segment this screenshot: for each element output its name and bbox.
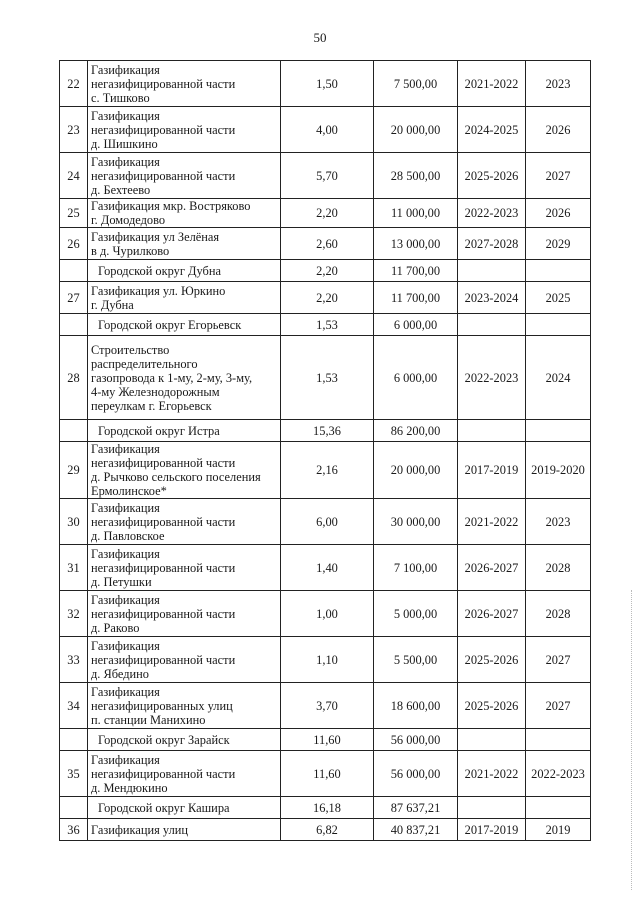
row-length: 1,40 xyxy=(281,545,374,591)
row-number: 26 xyxy=(60,228,88,260)
row-length: 1,00 xyxy=(281,591,374,637)
row-year: 2027 xyxy=(526,153,591,199)
row-number xyxy=(60,314,88,336)
row-length: 1,10 xyxy=(281,637,374,683)
row-number: 22 xyxy=(60,61,88,107)
gasification-table xyxy=(59,60,591,841)
row-name: Газификация ул Зелёная в д. Чурилково xyxy=(88,228,281,260)
row-period: 2021-2022 xyxy=(458,499,526,545)
row-year: 2025 xyxy=(526,282,591,314)
table-row xyxy=(60,336,591,420)
row-length: 5,70 xyxy=(281,153,374,199)
row-cost: 11 700,00 xyxy=(374,282,458,314)
row-length: 2,20 xyxy=(281,199,374,228)
row-year: 2026 xyxy=(526,107,591,153)
row-cost: 5 500,00 xyxy=(374,637,458,683)
table-row xyxy=(60,199,591,228)
row-year: 2024 xyxy=(526,336,591,420)
row-name: Газификация негазифицированной части с. Тишково xyxy=(88,61,281,107)
row-year: 2029 xyxy=(526,228,591,260)
row-length: 6,82 xyxy=(281,819,374,841)
table-row xyxy=(60,591,591,637)
table-row xyxy=(60,751,591,797)
row-period xyxy=(458,797,526,819)
row-period: 2025-2026 xyxy=(458,637,526,683)
row-year: 2023 xyxy=(526,499,591,545)
table-row xyxy=(60,637,591,683)
row-cost: 40 837,21 xyxy=(374,819,458,841)
row-number: 35 xyxy=(60,751,88,797)
row-name: Газификация мкр. Востряково г. Домодедово xyxy=(88,199,281,228)
row-name: Газификация негазифицированной части д. Павловское xyxy=(88,499,281,545)
district-total-row xyxy=(60,729,591,751)
row-cost: 28 500,00 xyxy=(374,153,458,199)
district-total-row xyxy=(60,797,591,819)
row-year: 2026 xyxy=(526,199,591,228)
row-period: 2022-2023 xyxy=(458,199,526,228)
row-cost: 6 000,00 xyxy=(374,314,458,336)
row-number: 34 xyxy=(60,683,88,729)
row-length: 11,60 xyxy=(281,729,374,751)
row-length: 2,20 xyxy=(281,260,374,282)
row-name: Городской округ Егорьевск xyxy=(88,314,281,336)
row-length: 4,00 xyxy=(281,107,374,153)
row-number xyxy=(60,797,88,819)
row-number: 24 xyxy=(60,153,88,199)
row-cost: 11 700,00 xyxy=(374,260,458,282)
row-period: 2021-2022 xyxy=(458,751,526,797)
row-number: 23 xyxy=(60,107,88,153)
table-row xyxy=(60,228,591,260)
row-length: 16,18 xyxy=(281,797,374,819)
row-number: 29 xyxy=(60,442,88,499)
row-name: Газификация негазифицированной части д. Петушки xyxy=(88,545,281,591)
row-cost: 56 000,00 xyxy=(374,729,458,751)
row-name: Газификация негазифицированной части д. Ябедино xyxy=(88,637,281,683)
row-number: 25 xyxy=(60,199,88,228)
row-name: Газификация негазифицированной части д. Шишкино xyxy=(88,107,281,153)
row-year: 2023 xyxy=(526,61,591,107)
row-name: Строительство распределительного газопровода к 1-му, 2-му, 3-му, 4-му Железнодорожным переулкам г. Егорьевск xyxy=(88,336,281,420)
row-length: 2,16 xyxy=(281,442,374,499)
table-row xyxy=(60,153,591,199)
row-period: 2021-2022 xyxy=(458,61,526,107)
row-year: 2028 xyxy=(526,591,591,637)
row-year xyxy=(526,797,591,819)
row-year xyxy=(526,420,591,442)
row-length: 15,36 xyxy=(281,420,374,442)
row-cost: 5 000,00 xyxy=(374,591,458,637)
row-length: 2,20 xyxy=(281,282,374,314)
district-total-row xyxy=(60,420,591,442)
row-number: 30 xyxy=(60,499,88,545)
row-cost: 30 000,00 xyxy=(374,499,458,545)
row-year: 2028 xyxy=(526,545,591,591)
row-number: 32 xyxy=(60,591,88,637)
row-name: Городской округ Кашира xyxy=(88,797,281,819)
table-row xyxy=(60,819,591,841)
table-row xyxy=(60,61,591,107)
row-number xyxy=(60,260,88,282)
table-row xyxy=(60,545,591,591)
row-cost: 86 200,00 xyxy=(374,420,458,442)
row-name: Городской округ Дубна xyxy=(88,260,281,282)
row-year xyxy=(526,729,591,751)
row-name: Газификация негазифицированной части д. Бехтеево xyxy=(88,153,281,199)
row-length: 11,60 xyxy=(281,751,374,797)
row-period: 2017-2019 xyxy=(458,442,526,499)
row-cost: 87 637,21 xyxy=(374,797,458,819)
scan-margin-mark xyxy=(631,590,634,890)
row-name: Газификация негазифицированной части д. Рычково сельского поселения Ермолинское* xyxy=(88,442,281,499)
row-period xyxy=(458,729,526,751)
table-row xyxy=(60,282,591,314)
row-year: 2019 xyxy=(526,819,591,841)
row-period xyxy=(458,420,526,442)
row-year xyxy=(526,260,591,282)
row-length: 1,50 xyxy=(281,61,374,107)
row-name: Городской округ Зарайск xyxy=(88,729,281,751)
row-cost: 20 000,00 xyxy=(374,107,458,153)
row-number: 28 xyxy=(60,336,88,420)
row-period: 2026-2027 xyxy=(458,591,526,637)
row-number: 36 xyxy=(60,819,88,841)
row-name: Газификация негазифицированных улиц п. станции Манихино xyxy=(88,683,281,729)
row-period xyxy=(458,314,526,336)
row-length: 1,53 xyxy=(281,314,374,336)
row-cost: 7 100,00 xyxy=(374,545,458,591)
row-cost: 20 000,00 xyxy=(374,442,458,499)
row-cost: 7 500,00 xyxy=(374,61,458,107)
row-year: 2019-2020 xyxy=(526,442,591,499)
row-number: 27 xyxy=(60,282,88,314)
row-length: 2,60 xyxy=(281,228,374,260)
row-cost: 11 000,00 xyxy=(374,199,458,228)
row-period: 2027-2028 xyxy=(458,228,526,260)
page-number: 50 xyxy=(313,30,327,45)
row-period xyxy=(458,260,526,282)
row-period: 2022-2023 xyxy=(458,336,526,420)
row-number: 31 xyxy=(60,545,88,591)
row-length: 6,00 xyxy=(281,499,374,545)
row-cost: 13 000,00 xyxy=(374,228,458,260)
table-row xyxy=(60,683,591,729)
row-number: 33 xyxy=(60,637,88,683)
row-year: 2027 xyxy=(526,637,591,683)
row-period: 2025-2026 xyxy=(458,683,526,729)
row-period: 2025-2026 xyxy=(458,153,526,199)
table-row xyxy=(60,442,591,499)
row-period: 2026-2027 xyxy=(458,545,526,591)
row-year: 2022-2023 xyxy=(526,751,591,797)
row-length: 1,53 xyxy=(281,336,374,420)
row-name: Газификация улиц xyxy=(88,819,281,841)
row-number xyxy=(60,420,88,442)
row-number xyxy=(60,729,88,751)
row-year xyxy=(526,314,591,336)
row-cost: 56 000,00 xyxy=(374,751,458,797)
row-cost: 6 000,00 xyxy=(374,336,458,420)
row-name: Газификация негазифицированной части д. Мендюкино xyxy=(88,751,281,797)
row-period: 2017-2019 xyxy=(458,819,526,841)
district-total-row xyxy=(60,314,591,336)
row-period: 2023-2024 xyxy=(458,282,526,314)
row-length: 3,70 xyxy=(281,683,374,729)
row-year: 2027 xyxy=(526,683,591,729)
table-row xyxy=(60,107,591,153)
row-name: Городской округ Истра xyxy=(88,420,281,442)
row-cost: 18 600,00 xyxy=(374,683,458,729)
table-row xyxy=(60,499,591,545)
row-name: Газификация ул. Юркино г. Дубна xyxy=(88,282,281,314)
row-name: Газификация негазифицированной части д. Раково xyxy=(88,591,281,637)
district-total-row xyxy=(60,260,591,282)
row-period: 2024-2025 xyxy=(458,107,526,153)
